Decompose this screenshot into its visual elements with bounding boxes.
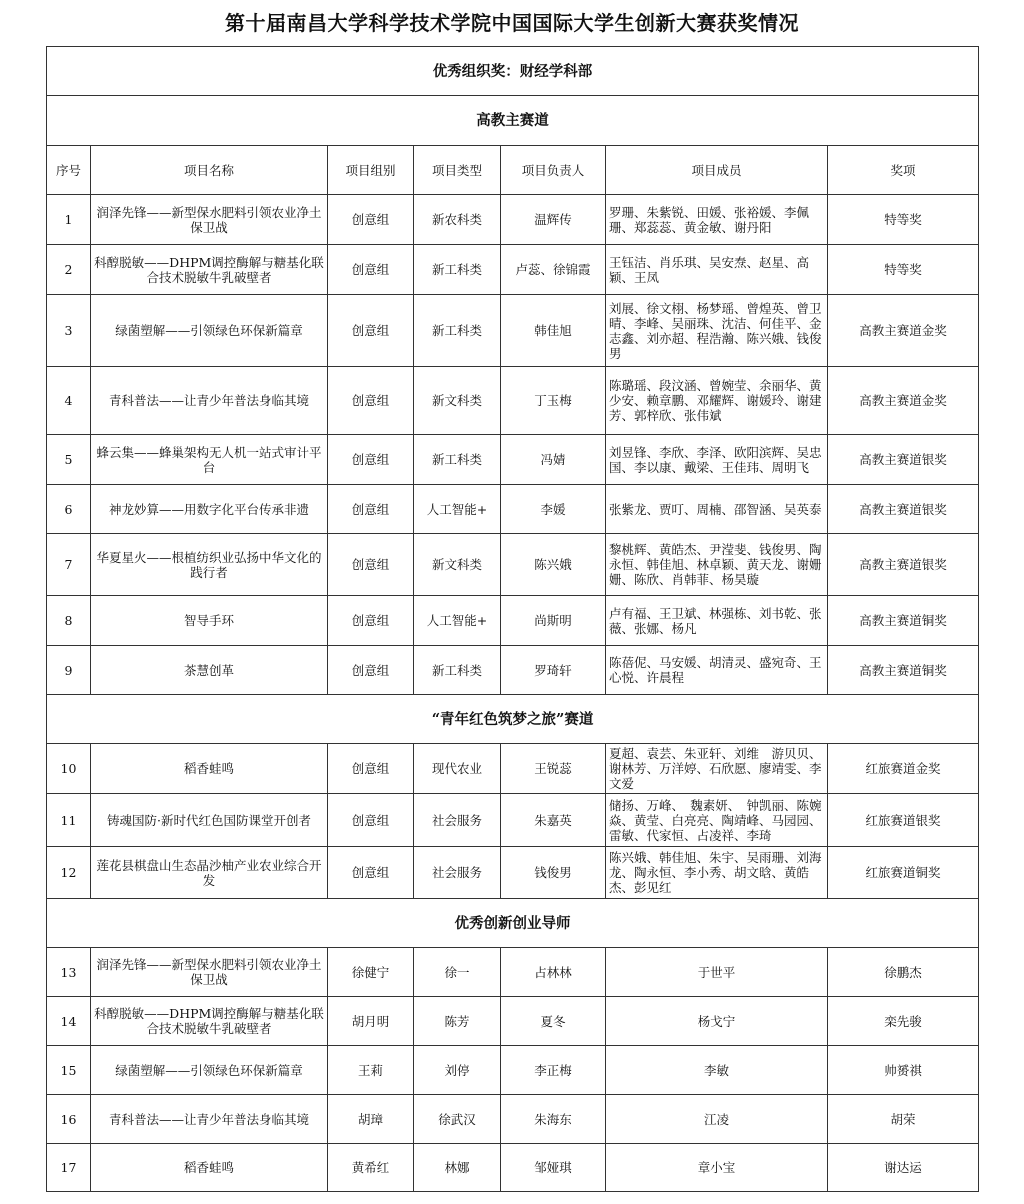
row-seq: 8 xyxy=(47,596,91,646)
mentor-row-seq: 16 xyxy=(47,1095,91,1144)
table-row xyxy=(47,744,979,794)
mentor-project-name: 稻香蛙鸣 xyxy=(91,1144,328,1192)
row-project-members: 夏超、袁芸、朱亚轩、刘维 游贝贝、谢林芳、万洋婷、石欣愿、廖靖雯、李文爱 xyxy=(606,744,828,794)
row-project-leader: 王锐蕊 xyxy=(501,744,606,794)
row-project-name: 茶慧创革 xyxy=(91,646,328,695)
mentor-name: 帅赟祺 xyxy=(828,1046,979,1095)
section-red-title-row xyxy=(47,695,979,744)
row-project-leader: 丁玉梅 xyxy=(501,367,606,435)
mentor-project-name: 科醇脱敏——DHPM调控酶解与糖基化联合技术脱敏牛乳破壁者 xyxy=(91,997,328,1046)
header-row xyxy=(47,146,979,195)
row-project-name: 润泽先锋——新型保水肥料引领农业净土保卫战 xyxy=(91,195,328,245)
awards-table xyxy=(46,46,979,1192)
row-award: 高教主赛道铜奖 xyxy=(828,596,979,646)
mentor-name: 胡荣 xyxy=(828,1095,979,1144)
row-award: 红旅赛道铜奖 xyxy=(828,847,979,899)
mentor-row xyxy=(47,1095,979,1144)
row-project-members: 卢有福、王卫斌、林强栋、刘书乾、张薇、张娜、杨凡 xyxy=(606,596,828,646)
org-award-row xyxy=(47,47,979,96)
mentor-name: 徐一 xyxy=(414,948,501,997)
mentor-name: 胡月明 xyxy=(328,997,414,1046)
row-seq: 2 xyxy=(47,245,91,295)
row-project-leader: 冯婧 xyxy=(501,435,606,485)
row-award: 高教主赛道金奖 xyxy=(828,367,979,435)
mentor-name: 邹娅琪 xyxy=(501,1144,606,1192)
row-project-group: 创意组 xyxy=(328,744,414,794)
mentor-row-seq: 15 xyxy=(47,1046,91,1095)
table-row xyxy=(47,245,979,295)
row-project-name: 神龙妙算——用数字化平台传承非遗 xyxy=(91,485,328,534)
table-row xyxy=(47,195,979,245)
mentor-project-name: 润泽先锋——新型保水肥料引领农业净土保卫战 xyxy=(91,948,328,997)
row-project-members: 刘昱锋、李欣、李泽、欧阳滨辉、吴忠国、李以康、戴梁、王佳玮、周明飞 xyxy=(606,435,828,485)
row-project-leader: 尚斯明 xyxy=(501,596,606,646)
table-row xyxy=(47,794,979,847)
section-row-main xyxy=(47,96,979,146)
row-project-leader: 罗琦轩 xyxy=(501,646,606,695)
mentor-name: 徐健宁 xyxy=(328,948,414,997)
mentor-name: 林娜 xyxy=(414,1144,501,1192)
row-project-type: 新工科类 xyxy=(414,245,501,295)
row-project-name: 青科普法——让青少年普法身临其境 xyxy=(91,367,328,435)
row-project-group: 创意组 xyxy=(328,847,414,899)
mentor-name: 栾先骏 xyxy=(828,997,979,1046)
row-project-leader: 温辉传 xyxy=(501,195,606,245)
mentor-name: 陈芳 xyxy=(414,997,501,1046)
row-seq: 6 xyxy=(47,485,91,534)
table-row xyxy=(47,596,979,646)
row-project-group: 创意组 xyxy=(328,295,414,367)
document-title: 第十届南昌大学科学技术学院中国国际大学生创新大赛获奖情况 xyxy=(225,11,799,35)
row-project-type: 现代农业 xyxy=(414,744,501,794)
mentor-name: 刘停 xyxy=(414,1046,501,1095)
mentor-name: 朱海东 xyxy=(501,1095,606,1144)
row-project-name: 智导手环 xyxy=(91,596,328,646)
row-award: 高教主赛道银奖 xyxy=(828,435,979,485)
row-project-name: 蜂云集——蜂巢架构无人机一站式审计平台 xyxy=(91,435,328,485)
row-project-type: 社会服务 xyxy=(414,847,501,899)
mentor-row xyxy=(47,997,979,1046)
mentor-row xyxy=(47,1046,979,1095)
row-project-group: 创意组 xyxy=(328,596,414,646)
row-project-type: 新工科类 xyxy=(414,295,501,367)
row-project-group: 创意组 xyxy=(328,794,414,847)
row-award: 特等奖 xyxy=(828,195,979,245)
mentor-name: 王莉 xyxy=(328,1046,414,1095)
row-project-group: 创意组 xyxy=(328,435,414,485)
table-row xyxy=(47,534,979,596)
mentor-project-name: 青科普法——让青少年普法身临其境 xyxy=(91,1095,328,1144)
row-project-leader: 陈兴娥 xyxy=(501,534,606,596)
row-project-type: 新工科类 xyxy=(414,435,501,485)
row-project-name: 莲花县棋盘山生态晶沙柚产业农业综合开发 xyxy=(91,847,328,899)
header-project-type: 项目类型 xyxy=(414,146,501,195)
table-row xyxy=(47,847,979,899)
row-seq: 3 xyxy=(47,295,91,367)
table-row xyxy=(47,485,979,534)
header-project-members: 项目成员 xyxy=(606,146,828,195)
table-row xyxy=(47,435,979,485)
row-project-type: 新文科类 xyxy=(414,534,501,596)
row-project-leader: 李媛 xyxy=(501,485,606,534)
mentor-row-seq: 13 xyxy=(47,948,91,997)
mentor-name: 章小宝 xyxy=(606,1144,828,1192)
mentor-name: 胡璋 xyxy=(328,1095,414,1144)
header-project-leader: 项目负责人 xyxy=(501,146,606,195)
org-award-cell: 优秀组织奖：财经学科部 xyxy=(47,47,979,96)
row-project-group: 创意组 xyxy=(328,534,414,596)
section-mentor-title: 优秀创新创业导师 xyxy=(47,899,979,948)
row-project-type: 人工智能+ xyxy=(414,485,501,534)
header-project-group: 项目组别 xyxy=(328,146,414,195)
row-award: 高教主赛道银奖 xyxy=(828,485,979,534)
row-seq: 10 xyxy=(47,744,91,794)
row-project-name: 华夏星火——根植纺织业弘扬中华文化的 践行者 xyxy=(91,534,328,596)
row-seq: 12 xyxy=(47,847,91,899)
row-project-members: 王钰洁、肖乐琪、吴安焘、赵星、高颖、王凤 xyxy=(606,245,828,295)
table-row xyxy=(47,646,979,695)
row-award: 高教主赛道铜奖 xyxy=(828,646,979,695)
mentor-name: 夏冬 xyxy=(501,997,606,1046)
row-seq: 1 xyxy=(47,195,91,245)
row-project-name: 铸魂国防·新时代红色国防课堂开创者 xyxy=(91,794,328,847)
mentor-name: 徐鹏杰 xyxy=(828,948,979,997)
mentor-row-seq: 17 xyxy=(47,1144,91,1192)
row-seq: 11 xyxy=(47,794,91,847)
mentor-name: 杨戈宁 xyxy=(606,997,828,1046)
row-project-type: 新工科类 xyxy=(414,646,501,695)
mentor-name: 占林林 xyxy=(501,948,606,997)
table-row xyxy=(47,367,979,435)
row-project-leader: 钱俊男 xyxy=(501,847,606,899)
mentor-row-seq: 14 xyxy=(47,997,91,1046)
mentor-name: 徐武汉 xyxy=(414,1095,501,1144)
row-award: 高教主赛道金奖 xyxy=(828,295,979,367)
row-project-leader: 卢蕊、徐锦霞 xyxy=(501,245,606,295)
section-mentor-title-row xyxy=(47,899,979,948)
row-project-leader: 韩佳旭 xyxy=(501,295,606,367)
header-project-name: 项目名称 xyxy=(91,146,328,195)
row-project-group: 创意组 xyxy=(328,646,414,695)
section-red-title: “青年红色筑梦之旅”赛道 xyxy=(47,695,979,744)
mentor-row xyxy=(47,948,979,997)
row-project-members: 陈璐瑶、段汶涵、曾婉莹、余丽华、黄少安、赖章鹏、邓耀辉、谢媛玲、谢建芳、郭梓欣、张伟斌 xyxy=(606,367,828,435)
mentor-name: 于世平 xyxy=(606,948,828,997)
row-award: 特等奖 xyxy=(828,245,979,295)
header-seq: 序号 xyxy=(47,146,91,195)
row-project-type: 人工智能+ xyxy=(414,596,501,646)
row-project-leader: 朱嘉英 xyxy=(501,794,606,847)
row-project-members: 罗珊、朱紫锐、田媛、张裕媛、李佩珊、郑蕊蕊、黄金敏、谢丹阳 xyxy=(606,195,828,245)
row-project-group: 创意组 xyxy=(328,245,414,295)
header-award: 奖项 xyxy=(828,146,979,195)
row-project-type: 社会服务 xyxy=(414,794,501,847)
mentor-project-name: 绿菌塑解——引领绿色环保新篇章 xyxy=(91,1046,328,1095)
row-seq: 4 xyxy=(47,367,91,435)
table-row xyxy=(47,295,979,367)
row-seq: 9 xyxy=(47,646,91,695)
row-project-members: 陈兴娥、韩佳旭、朱宇、吴雨珊、刘海龙、陶永恒、李小秀、胡文晗、黄皓杰、彭见红 xyxy=(606,847,828,899)
row-project-name: 稻香蛙鸣 xyxy=(91,744,328,794)
mentor-name: 江凌 xyxy=(606,1095,828,1144)
row-project-type: 新农科类 xyxy=(414,195,501,245)
mentor-name: 李正梅 xyxy=(501,1046,606,1095)
row-project-members: 陈蓓伲、马安媛、胡清灵、盛宛奇、王心悦、许晨程 xyxy=(606,646,828,695)
row-project-members: 储扬、万峰、 魏素妍、 钟凯丽、陈婉焱、黄莹、白亮亮、陶靖峰、马园园、雷敏、代家恒、占凌祥、李琦 xyxy=(606,794,828,847)
row-project-name: 绿菌塑解——引领绿色环保新篇章 xyxy=(91,295,328,367)
mentor-name: 李敏 xyxy=(606,1046,828,1095)
row-project-group: 创意组 xyxy=(328,367,414,435)
row-project-members: 刘展、徐文栩、杨梦瑶、曾煌英、曾卫晴、李峰、吴丽珠、沈洁、何佳平、金志鑫、刘亦超、程浩瀚、陈兴娥、钱俊男 xyxy=(606,295,828,367)
row-seq: 5 xyxy=(47,435,91,485)
row-project-type: 新文科类 xyxy=(414,367,501,435)
row-award: 红旅赛道金奖 xyxy=(828,744,979,794)
row-project-group: 创意组 xyxy=(328,195,414,245)
row-project-name: 科醇脱敏——DHPM调控酶解与糖基化联合技术脱敏牛乳破壁者 xyxy=(91,245,328,295)
row-project-members: 张紫龙、贾叮、周楠、邵智涵、吴英泰 xyxy=(606,485,828,534)
row-project-group: 创意组 xyxy=(328,485,414,534)
mentor-name: 黄希红 xyxy=(328,1144,414,1192)
mentor-name: 谢达运 xyxy=(828,1144,979,1192)
section-main-title: 高教主赛道 xyxy=(47,96,979,146)
row-seq: 7 xyxy=(47,534,91,596)
row-award: 高教主赛道银奖 xyxy=(828,534,979,596)
row-award: 红旅赛道银奖 xyxy=(828,794,979,847)
mentor-row xyxy=(47,1144,979,1192)
row-project-members: 黎桃辉、黄皓杰、尹滢斐、钱俊男、陶永恒、韩佳旭、林卓颖、黄天龙、谢姗姗、陈欣、肖韩菲、杨昊璇 xyxy=(606,534,828,596)
